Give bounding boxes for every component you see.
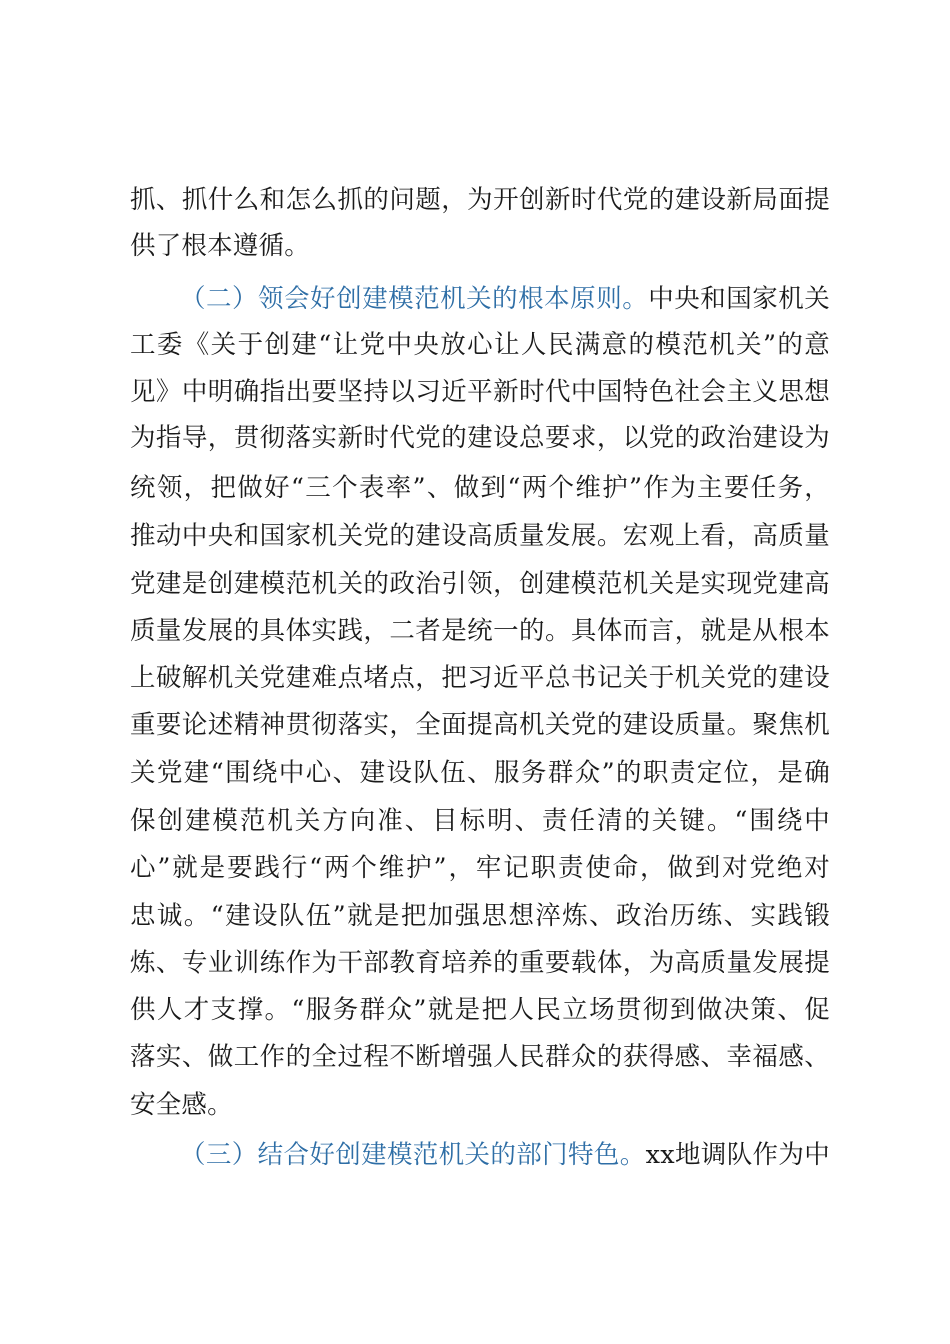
- paragraph-line: 抓、抓什么和怎么抓的问题，为开创新时代党的建设新局面提: [130, 185, 830, 215]
- paragraph-text: 中央和国家机关: [648, 284, 830, 314]
- section-heading-2: （二）领会好创建模范机关的根本原则。: [180, 284, 649, 314]
- paragraph-line: 工委《关于创建“让党中央放心让人民满意的模范机关”的意: [130, 330, 830, 360]
- paragraph-line: 重要论述精神贯彻落实，全面提高机关党的建设质量。聚焦机: [130, 710, 830, 740]
- paragraph-line: 关党建“围绕中心、建设队伍、服务群众”的职责定位，是确: [130, 758, 830, 788]
- section-heading-2-line: [180, 276, 830, 322]
- paragraph-line: 忠诚。“建设队伍”就是把加强思想淬炼、政治历练、实践锻: [130, 901, 830, 931]
- paragraph-text: xx地调队作为中: [645, 1140, 830, 1170]
- section-heading-3-line: [180, 1132, 830, 1178]
- paragraph-line: 落实、做工作的全过程不断增强人民群众的获得感、幸福感、: [130, 1042, 830, 1072]
- paragraph-line: 炼、专业训练作为干部教育培养的重要载体，为高质量发展提: [130, 948, 830, 978]
- paragraph-line: 供了根本遵循。: [130, 231, 310, 261]
- paragraph-line: 见》中明确指出要坚持以习近平新时代中国特色社会主义思想: [130, 377, 830, 407]
- paragraph-line: 上破解机关党建难点堵点，把习近平总书记关于机关党的建设: [130, 663, 830, 693]
- paragraph-line: 心”就是要践行“两个维护”，牢记职责使命，做到对党绝对: [130, 853, 830, 883]
- paragraph-line: 供人才支撑。“服务群众”就是把人民立场贯彻到做决策、促: [130, 995, 830, 1025]
- paragraph-line: 党建是创建模范机关的政治引领，创建模范机关是实现党建高: [130, 569, 830, 599]
- paragraph-line: 保创建模范机关方向准、目标明、责任清的关键。“围绕中: [130, 806, 830, 836]
- paragraph-line: 质量发展的具体实践，二者是统一的。具体而言，就是从根本: [130, 616, 830, 646]
- paragraph-line: 推动中央和国家机关党的建设高质量发展。宏观上看，高质量: [130, 521, 830, 551]
- paragraph-line: 为指导，贯彻落实新时代党的建设总要求，以党的政治建设为: [130, 423, 830, 453]
- paragraph-line: 统领，把做好“三个表率”、做到“两个维护”作为主要任务，: [130, 473, 830, 503]
- paragraph-line: 安全感。: [130, 1090, 233, 1120]
- section-heading-3: （三）结合好创建模范机关的部门特色。: [180, 1140, 646, 1170]
